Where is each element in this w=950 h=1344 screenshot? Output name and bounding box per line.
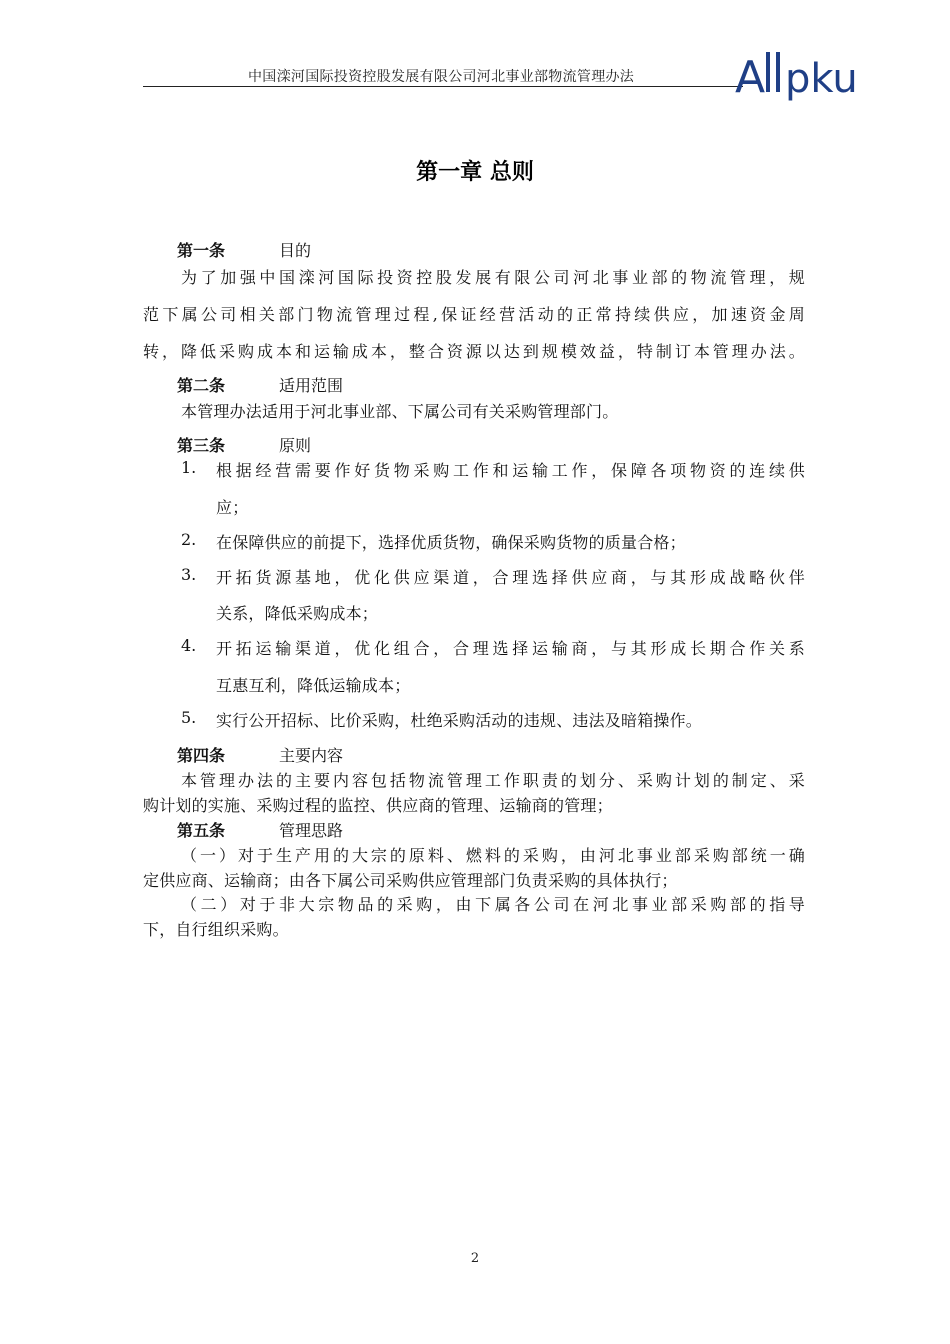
paragraph-line: 本管理办法的主要内容包括物流管理工作职责的划分、采购计划的制定、采: [181, 771, 805, 790]
article-number: 第三条: [177, 436, 226, 455]
article-4-heading: [177, 743, 343, 766]
list-item: 开拓货源基地，优化供应渠道，合理选择供应商，与其形成战略伙伴: [216, 568, 805, 587]
chapter-title: 第一章 总则: [416, 160, 534, 185]
article-title: 适用范围: [279, 376, 344, 395]
list-item-continuation: 关系，降低采购成本；: [216, 604, 379, 623]
article-title: 原则: [279, 436, 312, 455]
paragraph-line: （一）对于生产用的大宗的原料、燃料的采购，由河北事业部采购部统一确: [181, 846, 805, 865]
article-title: 管理思路: [279, 821, 344, 840]
paragraph-line: 本管理办法适用于河北事业部、下属公司有关采购管理部门。: [181, 402, 619, 421]
header-divider: [143, 86, 743, 87]
list-item-number: 1.: [181, 458, 197, 477]
svg-text:pku: pku: [785, 56, 858, 102]
article-number: 第五条: [177, 821, 226, 840]
paragraph-line: （二）对于非大宗物品的采购，由下属各公司在河北事业部采购部的指导: [181, 895, 805, 914]
list-item-continuation: 互惠互利，降低运输成本；: [216, 676, 411, 695]
paragraph-line: 购计划的实施、采购过程的监控、供应商的管理、运输商的管理；: [143, 796, 613, 815]
list-item: 开拓运输渠道，优化组合，合理选择运输商，与其形成长期合作关系: [216, 639, 805, 658]
paragraph-line: 为了加强中国滦河国际投资控股发展有限公司河北事业部的物流管理，规: [181, 268, 805, 287]
list-item: 在保障供应的前提下，选择优质货物，确保采购货物的质量合格；: [216, 533, 686, 552]
article-5-heading: [177, 818, 343, 841]
paragraph-line: 下，自行组织采购。: [143, 920, 289, 939]
article-title: 目的: [279, 241, 312, 260]
list-item-number: 5.: [181, 708, 197, 727]
svg-text:A: A: [735, 52, 766, 103]
paragraph-line: 转，降低采购成本和运输成本，整合资源以达到规模效益，特制订本管理办法。: [143, 342, 805, 361]
paragraph-line: 范下属公司相关部门物流管理过程,保证经营活动的正常持续供应，加速资金周: [143, 305, 805, 324]
article-2-heading: [177, 373, 343, 396]
list-item-continuation: 应；: [216, 498, 249, 517]
list-item-number: 2.: [181, 530, 197, 549]
list-item: 实行公开招标、比价采购，杜绝采购活动的违规、违法及暗箱操作。: [216, 711, 703, 730]
list-item-number: 3.: [181, 565, 197, 584]
list-item-number: 4.: [181, 636, 197, 655]
paragraph-line: 定供应商、运输商；由各下属公司采购供应管理部门负责采购的具体执行；: [143, 871, 678, 890]
article-title: 主要内容: [279, 746, 344, 765]
article-number: 第二条: [177, 376, 226, 395]
allpku-logo: [735, 46, 861, 104]
article-1-heading: [177, 238, 311, 261]
document-header-title: 中国滦河国际投资控股发展有限公司河北事业部物流管理办法: [248, 69, 635, 85]
list-item: 根据经营需要作好货物采购工作和运输工作，保障各项物资的连续供: [216, 461, 805, 480]
page-number: 2: [470, 1251, 480, 1266]
article-3-heading: [177, 433, 311, 456]
article-number: 第一条: [177, 241, 226, 260]
article-number: 第四条: [177, 746, 226, 765]
